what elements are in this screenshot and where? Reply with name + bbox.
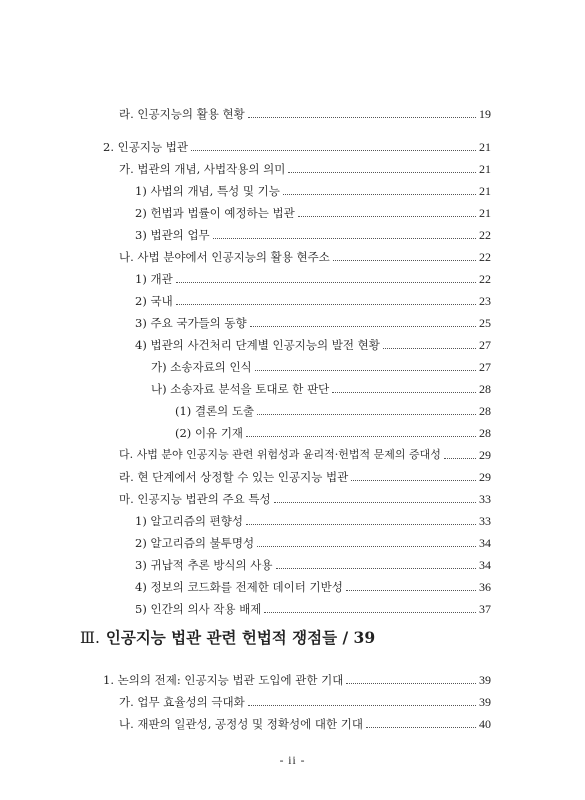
toc-entry-page: 34 [479,558,491,572]
toc-entry-page: 27 [479,338,491,352]
toc-entry-page: 29 [479,448,491,462]
toc-entry-title: 다. 사법 분야 인공지능 관련 위험성과 윤리적·헌법적 문제의 증대성 [119,448,441,461]
leader-dots [248,705,476,706]
toc-entry[interactable] [135,596,491,616]
leader-dots [444,458,476,459]
toc-entry[interactable] [135,178,491,198]
chapter-heading[interactable] [80,626,375,648]
toc-entry-title: 가. 업무 효율성의 극대화 [119,695,245,709]
toc-entry-page: 39 [479,673,491,687]
toc-entry[interactable] [119,442,491,462]
toc-entry-page: 22 [479,228,491,242]
toc-entry-page: 28 [479,382,491,396]
toc-entry[interactable] [119,156,491,176]
toc-entry-page: 21 [479,140,491,154]
toc-entry-title: 나. 재판의 일관성, 공정성 및 정확성에 대한 기대 [119,717,363,731]
toc-entry[interactable] [151,376,491,396]
toc-entry[interactable] [119,689,491,709]
leader-dots [274,502,476,503]
leader-dots [276,568,476,569]
toc-entry[interactable] [103,667,491,687]
page-number-footer: - ii - [279,755,306,767]
toc-entry-page: 21 [479,184,491,198]
toc-entry-page: 36 [479,580,491,594]
toc-entry-page: 34 [479,536,491,550]
toc-entry-title: 1) 개관 [135,272,173,286]
toc-entry-title: 4) 정보의 코드화를 전제한 데이터 기반성 [135,580,343,594]
leader-dots [191,150,476,151]
toc-entry-title: 3) 법관의 업무 [135,228,210,242]
toc-entry-page: 33 [479,514,491,528]
toc-entry-title: 2) 헌법과 법률이 예정하는 법관 [135,206,295,220]
toc-entry-title: 4) 법관의 사건처리 단계별 인공지능의 발전 현황 [135,338,380,352]
toc-entry-title: 2) 알고리즘의 불투명성 [135,536,255,550]
leader-dots [176,282,476,283]
toc-entry[interactable] [175,420,491,440]
toc-entry-title: (2) 이유 기재 [175,426,244,440]
toc-entry[interactable] [119,486,491,506]
toc-entry[interactable] [119,244,491,264]
toc-entry-title: 나. 사법 분야에서 인공지능의 활용 현주소 [119,250,330,264]
toc-entry[interactable] [135,288,491,308]
toc-entry-title: 라. 인공지능의 활용 현황 [119,107,245,121]
leader-dots [298,216,476,217]
toc-entry[interactable] [119,711,491,731]
toc-entry[interactable] [135,332,491,352]
leader-dots [257,546,476,547]
toc-entry-page: 21 [479,206,491,220]
toc-entry-page: 37 [479,602,491,616]
leader-dots [333,260,476,261]
toc-entry[interactable] [135,200,491,220]
leader-dots [246,436,476,437]
toc-entry-page: 25 [479,316,491,330]
chapter-title: 인공지능 법관 관련 헌법적 쟁점들 / 39 [105,628,376,647]
toc-entry[interactable] [119,101,491,121]
toc-entry[interactable] [135,530,491,550]
toc-entry[interactable] [135,222,491,242]
toc-entry-title: 마. 인공지능 법관의 주요 특성 [119,492,271,506]
toc-entry-page: 19 [479,107,491,121]
toc-entry-page: 28 [479,426,491,440]
leader-dots [283,194,476,195]
leader-dots [248,117,476,118]
chapter-number: Ⅲ. [80,629,100,647]
leader-dots [383,348,476,349]
toc-entry-title: 1) 알고리즘의 편향성 [135,514,243,528]
toc-entry-page: 40 [479,717,491,731]
toc-entry[interactable] [135,508,491,528]
leader-dots [213,238,476,239]
leader-dots [255,370,476,371]
toc-entry[interactable] [119,464,491,484]
toc-entry[interactable] [103,134,491,154]
toc-entry-page: 28 [479,404,491,418]
toc-entry-page: 21 [479,162,491,176]
toc-entry-page: 23 [479,294,491,308]
toc-entry-page: 22 [479,250,491,264]
toc-entry-title: 가) 소송자료의 인식 [151,360,252,374]
toc-entry-title: 5) 인간의 의사 작용 배제 [135,602,262,616]
toc-entry-title: 1) 사법의 개념, 특성 및 기능 [135,184,280,198]
toc-entry-page: 33 [479,492,491,506]
toc-entry-title: 2) 국내 [135,294,173,308]
toc-entry-page: 39 [479,695,491,709]
toc-entry-title: 2. 인공지능 법관 [103,140,188,154]
toc-entry-title: 가. 법관의 개념, 사법작용의 의미 [119,162,286,176]
leader-dots [176,304,476,305]
toc-entry-title: 3) 귀납적 추론 방식의 사용 [135,558,273,572]
leader-dots [351,480,476,481]
toc-entry[interactable] [175,398,491,418]
toc-entry[interactable] [135,574,491,594]
leader-dots [332,392,476,393]
toc-entry[interactable] [135,266,491,286]
leader-dots [346,683,476,684]
toc-entry-page: 29 [479,470,491,484]
leader-dots [264,612,476,613]
toc-entry-title: (1) 결론의 도출 [175,404,255,418]
toc-entry[interactable] [135,310,491,330]
toc-entry[interactable] [151,354,491,374]
leader-dots [288,172,476,173]
toc-entry-page: 27 [479,360,491,374]
toc-entry-title: 3) 주요 국가들의 동향 [135,316,247,330]
leader-dots [250,326,476,327]
toc-entry-page: 22 [479,272,491,286]
leader-dots [346,590,476,591]
toc-entry-title: 나) 소송자료 분석을 토대로 한 판단 [151,382,330,396]
toc-entry-title: 1. 논의의 전제: 인공지능 법관 도입에 관한 기대 [103,673,344,687]
leader-dots [257,414,476,415]
toc-entry[interactable] [135,552,491,572]
toc-entry-title: 라. 현 단계에서 상정할 수 있는 인공지능 법관 [119,470,349,484]
leader-dots [366,727,476,728]
leader-dots [246,524,476,525]
